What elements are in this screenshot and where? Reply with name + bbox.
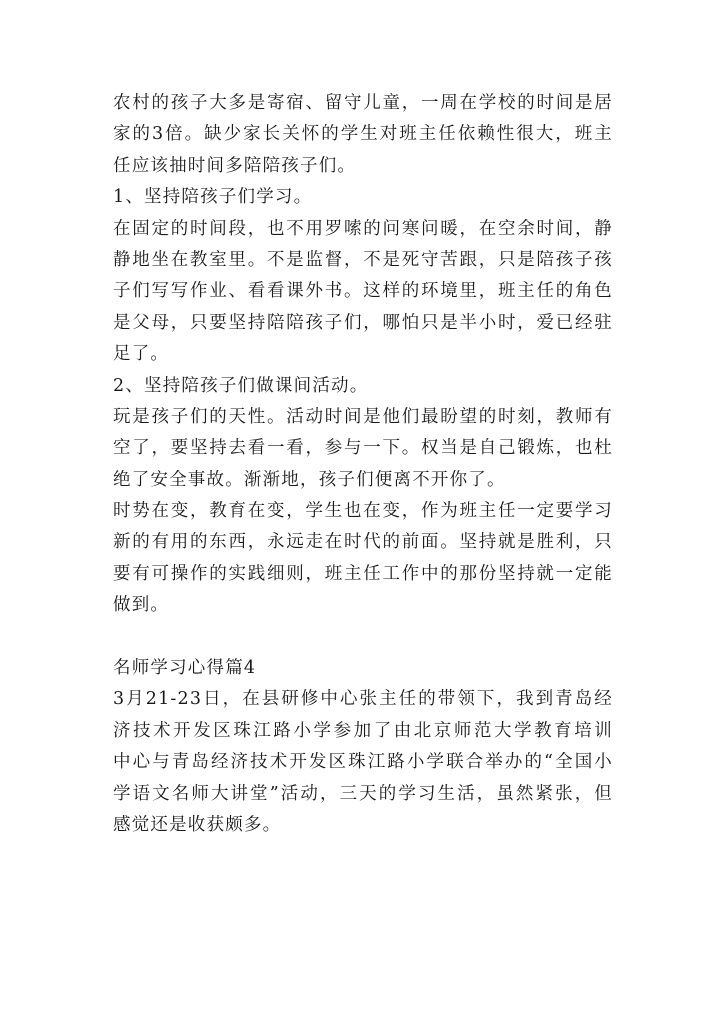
paragraph-line: 任应该抽时间多陪陪孩子们。: [113, 155, 357, 176]
paragraph-line: 新的有用的东西，永远走在时代的前面。坚持就是胜利，只: [113, 532, 613, 553]
point-heading: 1、坚持陪孩子们学习。: [113, 187, 313, 208]
paragraph-line: 时势在变，教育在变，学生也在变，作为班主任一定要学习: [113, 501, 613, 522]
paragraph-line: 中心与青岛经济技术开发区珠江路小学联合举办的“全国小: [113, 752, 613, 773]
paragraph-line: 静地坐在教室里。不是监督，不是死守苦跟，只是陪孩子孩: [113, 249, 613, 270]
paragraph-line: 农村的孩子大多是寄宿、留守儿童，一周在学校的时间是居: [113, 93, 613, 113]
paragraph-line: 济技术开发区珠江路小学参加了由北京师范大学教育培训: [113, 720, 613, 741]
paragraph-line: 做到。: [113, 595, 170, 616]
blank-line: [113, 622, 613, 653]
paragraph-line: 感觉还是收获颇多。: [113, 814, 282, 835]
paragraph-line: 3月21-23日，在县研修中心张主任的带领下，我到青岛经: [113, 689, 613, 710]
paragraph-line: 空了，要坚持去看一看，参与一下。权当是自己锻炼，也杜: [113, 438, 613, 459]
paragraph-line: 学语文名师大讲堂”活动，三天的学习生活，虽然紧张，但: [113, 783, 613, 804]
paragraph-line: 绝了安全事故。渐渐地，孩子们便离不开你了。: [113, 469, 506, 490]
paragraph-line: 是父母，只要坚持陪陪孩子们，哪怕只是半小时，爱已经驻: [113, 312, 613, 333]
document-page: [113, 88, 613, 841]
paragraph-line: 足了。: [113, 344, 170, 365]
paragraph-line: 家的3倍。缺少家长关怀的学生对班主任依赖性很大，班主: [113, 124, 613, 145]
paragraph-line: 玩是孩子们的天性。活动时间是他们最盼望的时刻，教师有: [113, 406, 613, 427]
paragraph-line: 在固定的时间段，也不用罗嗦的问寒问暖，在空余时间，静: [113, 218, 613, 239]
paragraph-line: 要有可操作的实践细则，班主任工作中的那份坚持就一定能: [113, 563, 613, 584]
section-title: 名师学习心得篇4: [113, 658, 257, 679]
paragraph-line: 子们写写作业、看看课外书。这样的环境里，班主任的角色: [113, 281, 613, 302]
point-heading: 2、坚持陪孩子们做课间活动。: [113, 375, 369, 396]
